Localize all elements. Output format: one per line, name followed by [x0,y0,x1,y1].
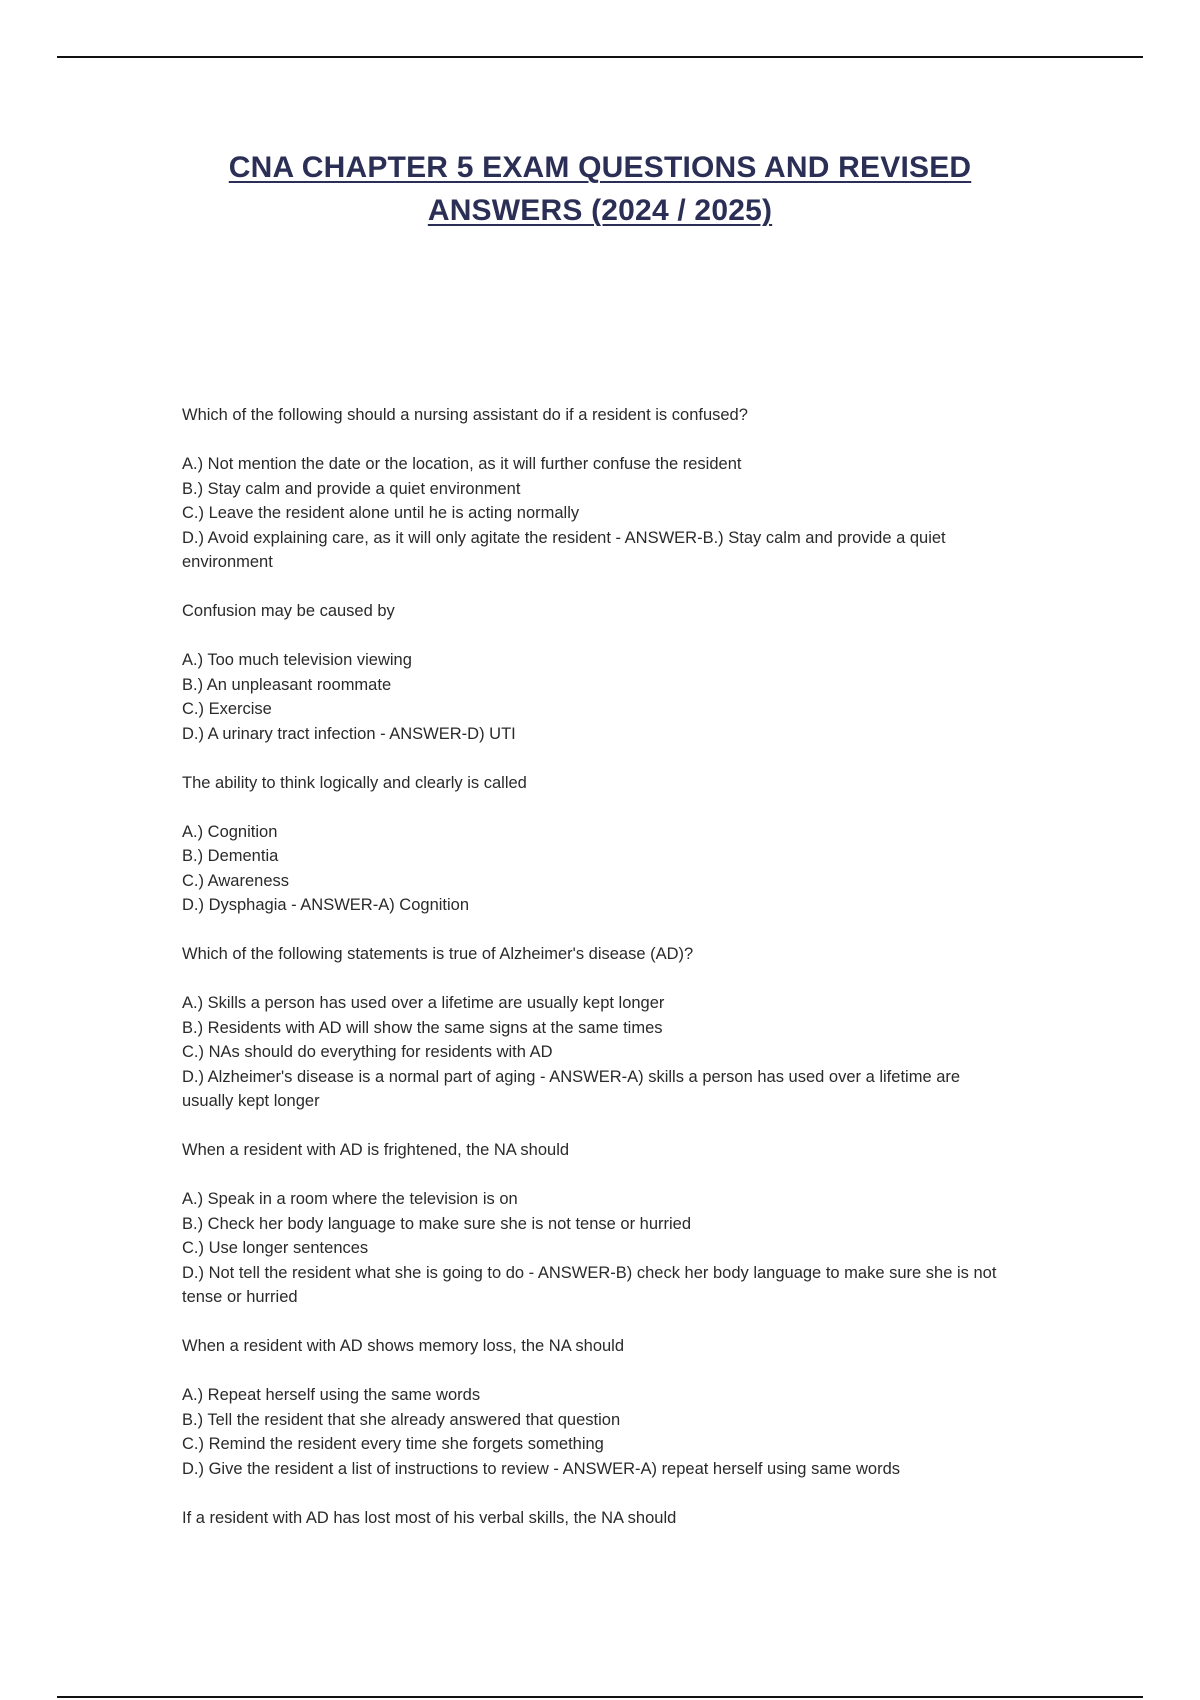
option-d-answer: D.) Avoid explaining care, as it will only agitate the resident - ANSWER-B.) Stay calm and provide a quiet environment [182,528,946,571]
option-b: B.) Check her body language to make sure she is not tense or hurried [182,1214,692,1233]
option-a: A.) Too much television viewing [182,651,412,669]
document-title [0,146,1200,232]
option-a: A.) Skills a person has used over a lifetime are usually kept longer [182,994,665,1012]
title-line-1: CNA CHAPTER 5 EXAM QUESTIONS AND REVISED [228,151,972,184]
question-text: If a resident with AD has lost most of his verbal skills, the NA should [182,1508,677,1527]
option-c: C.) Awareness [182,871,289,890]
option-d-answer: D.) Alzheimer's disease is a normal part of aging - ANSWER-A) skills a person has used over a lifetime are usually kept longer [182,1067,961,1110]
question-block [182,403,1012,575]
question-text: Confusion may be caused by [182,602,395,620]
option-d-answer: D.) Dysphagia - ANSWER-A) Cognition [182,896,470,914]
option-a: A.) Repeat herself using the same words [182,1386,481,1404]
top-rule [57,56,1143,58]
bottom-rule [57,1696,1143,1698]
option-d-answer: D.) Not tell the resident what she is going to do - ANSWER-B) check her body language to make sure she is not tense or hurried [182,1263,997,1306]
option-a: A.) Speak in a room where the television is on [182,1190,518,1208]
option-b: B.) Dementia [182,847,279,865]
option-b: B.) An unpleasant roommate [182,675,392,694]
question-list [182,403,1012,1555]
option-a: A.) Cognition [182,822,278,841]
question-text: Which of the following should a nursing assistant do if a resident is confused? [182,406,748,424]
option-c: C.) NAs should do everything for residents with AD [182,1043,553,1061]
option-c: C.) Leave the resident alone until he is acting normally [182,504,580,522]
question-block [182,1138,1012,1310]
question-block [182,1334,1012,1481]
question-block [182,1506,1012,1531]
option-a: A.) Not mention the date or the location, as it will further confuse the resident [182,455,742,473]
question-block [182,771,1012,918]
question-block [182,942,1012,1114]
option-b: B.) Tell the resident that she already answered that question [182,1410,621,1429]
question-block [182,599,1012,746]
question-text: When a resident with AD shows memory loss, the NA should [182,1337,625,1355]
option-b: B.) Residents with AD will show the same signs at the same times [182,1018,663,1037]
question-text: When a resident with AD is frightened, the NA should [182,1141,570,1159]
option-c: C.) Remind the resident every time she forgets something [182,1435,604,1453]
option-d-answer: D.) A urinary tract infection - ANSWER-D) UTI [182,724,516,743]
option-d-answer: D.) Give the resident a list of instructions to review - ANSWER-A) repeat herself using same words [182,1459,901,1478]
question-text: The ability to think logically and clearly is called [182,773,527,792]
title-line-2: ANSWERS (2024 / 2025) [427,194,773,227]
option-c: C.) Use longer sentences [182,1239,369,1257]
option-b: B.) Stay calm and provide a quiet environment [182,479,521,498]
question-text: Which of the following statements is true of Alzheimer's disease (AD)? [182,945,694,963]
option-c: C.) Exercise [182,700,272,718]
